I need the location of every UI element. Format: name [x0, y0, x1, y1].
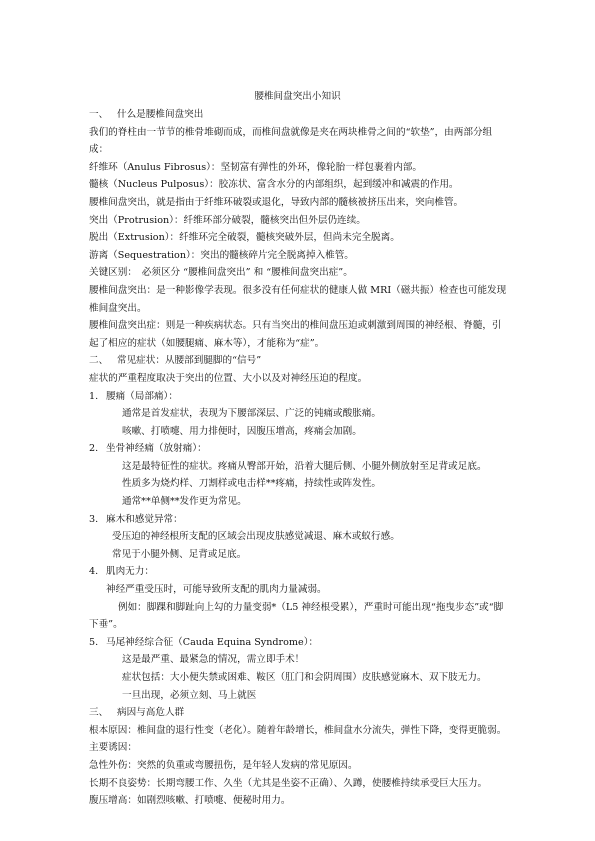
section-1-intro: 我们的脊柱由一节节的椎骨堆砌而成，而椎间盘就像是夹在两块椎骨之间的“软垫”，由两部分组成： — [89, 126, 493, 156]
acute-trauma-line: 急性外伤：突然的负重或弯腰扭伤，是年轻人发病的常见原因。 — [89, 759, 358, 771]
symptom-3-line: 受压迫的神经根所支配的区域会出现皮肤感觉减退、麻木或蚁行感。 — [112, 531, 400, 543]
symptom-2-title: 坐骨神经痛（放射痛）： — [106, 443, 207, 455]
symptom-4-number: 4. — [89, 566, 99, 578]
bad-posture-paragraph: 长期不良姿势：长期弯腰工作、久坐（尤其是坐姿不正确）、久蹲，使腰椎持续承受巨大压力。 — [89, 777, 488, 789]
symptom-5-line: 这是最严重、最紧急的情况，需立即手术！ — [122, 654, 305, 666]
section-1-heading — [89, 106, 507, 124]
section-3-title: 病因与高危人群 — [117, 707, 185, 719]
section-2-title: 常见症状：从腰部到腿脚的“信号” — [117, 355, 262, 367]
symptom-3-title: 麻木和感觉异常： — [106, 513, 183, 525]
symptom-4-example: 例如：脚踝和脚趾向上勾的力量变弱*（L5 神经根受累），严重时可能出现“拖曳步态”或“脚下垂”。 — [89, 601, 504, 631]
abdominal-pressure-line: 腹压增高：如剧烈咳嗽、打喷嚏、便秘时用力。 — [89, 795, 291, 807]
herniation-definition: 腰椎间盘突出，就是指由于纤维环破裂或退化，导致内部的髓核被挤压出来，突向椎管。 — [89, 196, 464, 208]
section-1-number: 一、 — [89, 109, 109, 120]
symptom-5-heading — [89, 634, 507, 652]
root-cause-paragraph: 根本原因：椎间盘的退行性变（老化）。随着年龄增长，椎间盘水分流失，弹性下降，变得更脆弱。 — [89, 724, 507, 736]
symptom-1-heading — [89, 388, 507, 406]
symptom-2-line: 性质多为烧灼样、刀割样或电击样**疼痛，持续性或阵发性。 — [122, 478, 382, 490]
section-3-heading — [89, 704, 507, 722]
symptom-4-heading — [89, 563, 507, 581]
main-triggers-label: 主要诱因： — [89, 742, 137, 754]
symptom-3-heading — [89, 511, 507, 529]
symptom-3-line: 常见于小腿外侧、足背或足底。 — [112, 548, 247, 560]
symptom-3-number: 3. — [89, 513, 99, 525]
symptom-4-title: 肌肉无力： — [106, 566, 154, 578]
symptom-5-line: 症状包括：大小便失禁或困难、鞍区（肛门和会阴周围）皮肤感觉麻木、双下肢无力。 — [122, 672, 487, 683]
symptom-1-line: 咳嗽、打喷嚏、用力排便时，因腹压增高，疼痛会加剧。 — [122, 425, 362, 437]
sequestration-definition: 游离（Sequestration）：突出的髓核碎片完全脱离掉入椎管。 — [89, 249, 354, 261]
annulus-definition: 纤维环（Anulus Fibrosus）：坚韧富有弹性的外环，像轮胎一样包裹着内部。 — [89, 161, 422, 173]
section-2-heading — [89, 352, 507, 370]
imaging-finding-paragraph: 腰椎间盘突出：是一种影像学表现。很多没有任何症状的健康人做 MRI（磁共振）检查也可能发现椎间盘突出。 — [89, 284, 507, 314]
symptom-2-heading — [89, 440, 507, 458]
symptom-5-number: 5. — [89, 636, 99, 648]
symptom-4-line: 神经严重受压时，可能导致所支配的肌肉力量减弱。 — [106, 584, 327, 596]
symptom-1-title: 腰痛（局部痛）： — [106, 390, 178, 402]
extrusion-definition: 脱出（Extrusion）：纤维环完全破裂，髓核突破外层，但尚未完全脱离。 — [89, 232, 400, 244]
key-distinction: 关键区别： 必须区分 “腰椎间盘突出” 和 “腰椎间盘突出症”。 — [89, 267, 353, 279]
section-3-number: 三、 — [89, 707, 109, 719]
symptom-2-line: 这是最特征性的症状。疼痛从臀部开始，沿着大腿后侧、小腿外侧放射至足背或足底。 — [122, 460, 487, 472]
nucleus-definition: 髓核（Nucleus Pulposus）：胶冻状、富含水分的内部组织，起到缓冲和减震的作用。 — [89, 179, 459, 191]
protrusion-definition: 突出（Protrusion）：纤维环部分破裂，髓核突出但外层仍连续。 — [89, 214, 366, 226]
symptom-5-title: 马尾神经综合征（Cauda Equina Syndrome）： — [106, 636, 319, 648]
symptom-1-number: 1. — [89, 390, 99, 402]
document-title: 腰椎间盘突出小知识 — [254, 91, 341, 102]
symptom-2-line: 通常**单侧**发作更为常见。 — [122, 496, 247, 508]
section-2-intro: 症状的严重程度取决于突出的位置、大小以及对神经压迫的程度。 — [89, 372, 368, 384]
symptom-1-line: 通常是首发症状，表现为下腰部深层、广泛的钝痛或酸胀痛。 — [122, 408, 382, 420]
symptom-5-line: 一旦出现，必须立刻、马上就医 — [122, 689, 257, 701]
section-1-title: 什么是腰椎间盘突出 — [117, 109, 204, 120]
document-body — [89, 106, 507, 810]
section-2-number: 二、 — [89, 355, 109, 367]
symptom-2-number: 2. — [89, 443, 99, 455]
disease-state-paragraph: 腰椎间盘突出症：则是一种疾病状态。只有当突出的椎间盘压迫或刺激到周围的神经根、脊髓，引起了相应的症状（如腰腿痛、麻木等），才能称为“症”。 — [89, 320, 502, 349]
